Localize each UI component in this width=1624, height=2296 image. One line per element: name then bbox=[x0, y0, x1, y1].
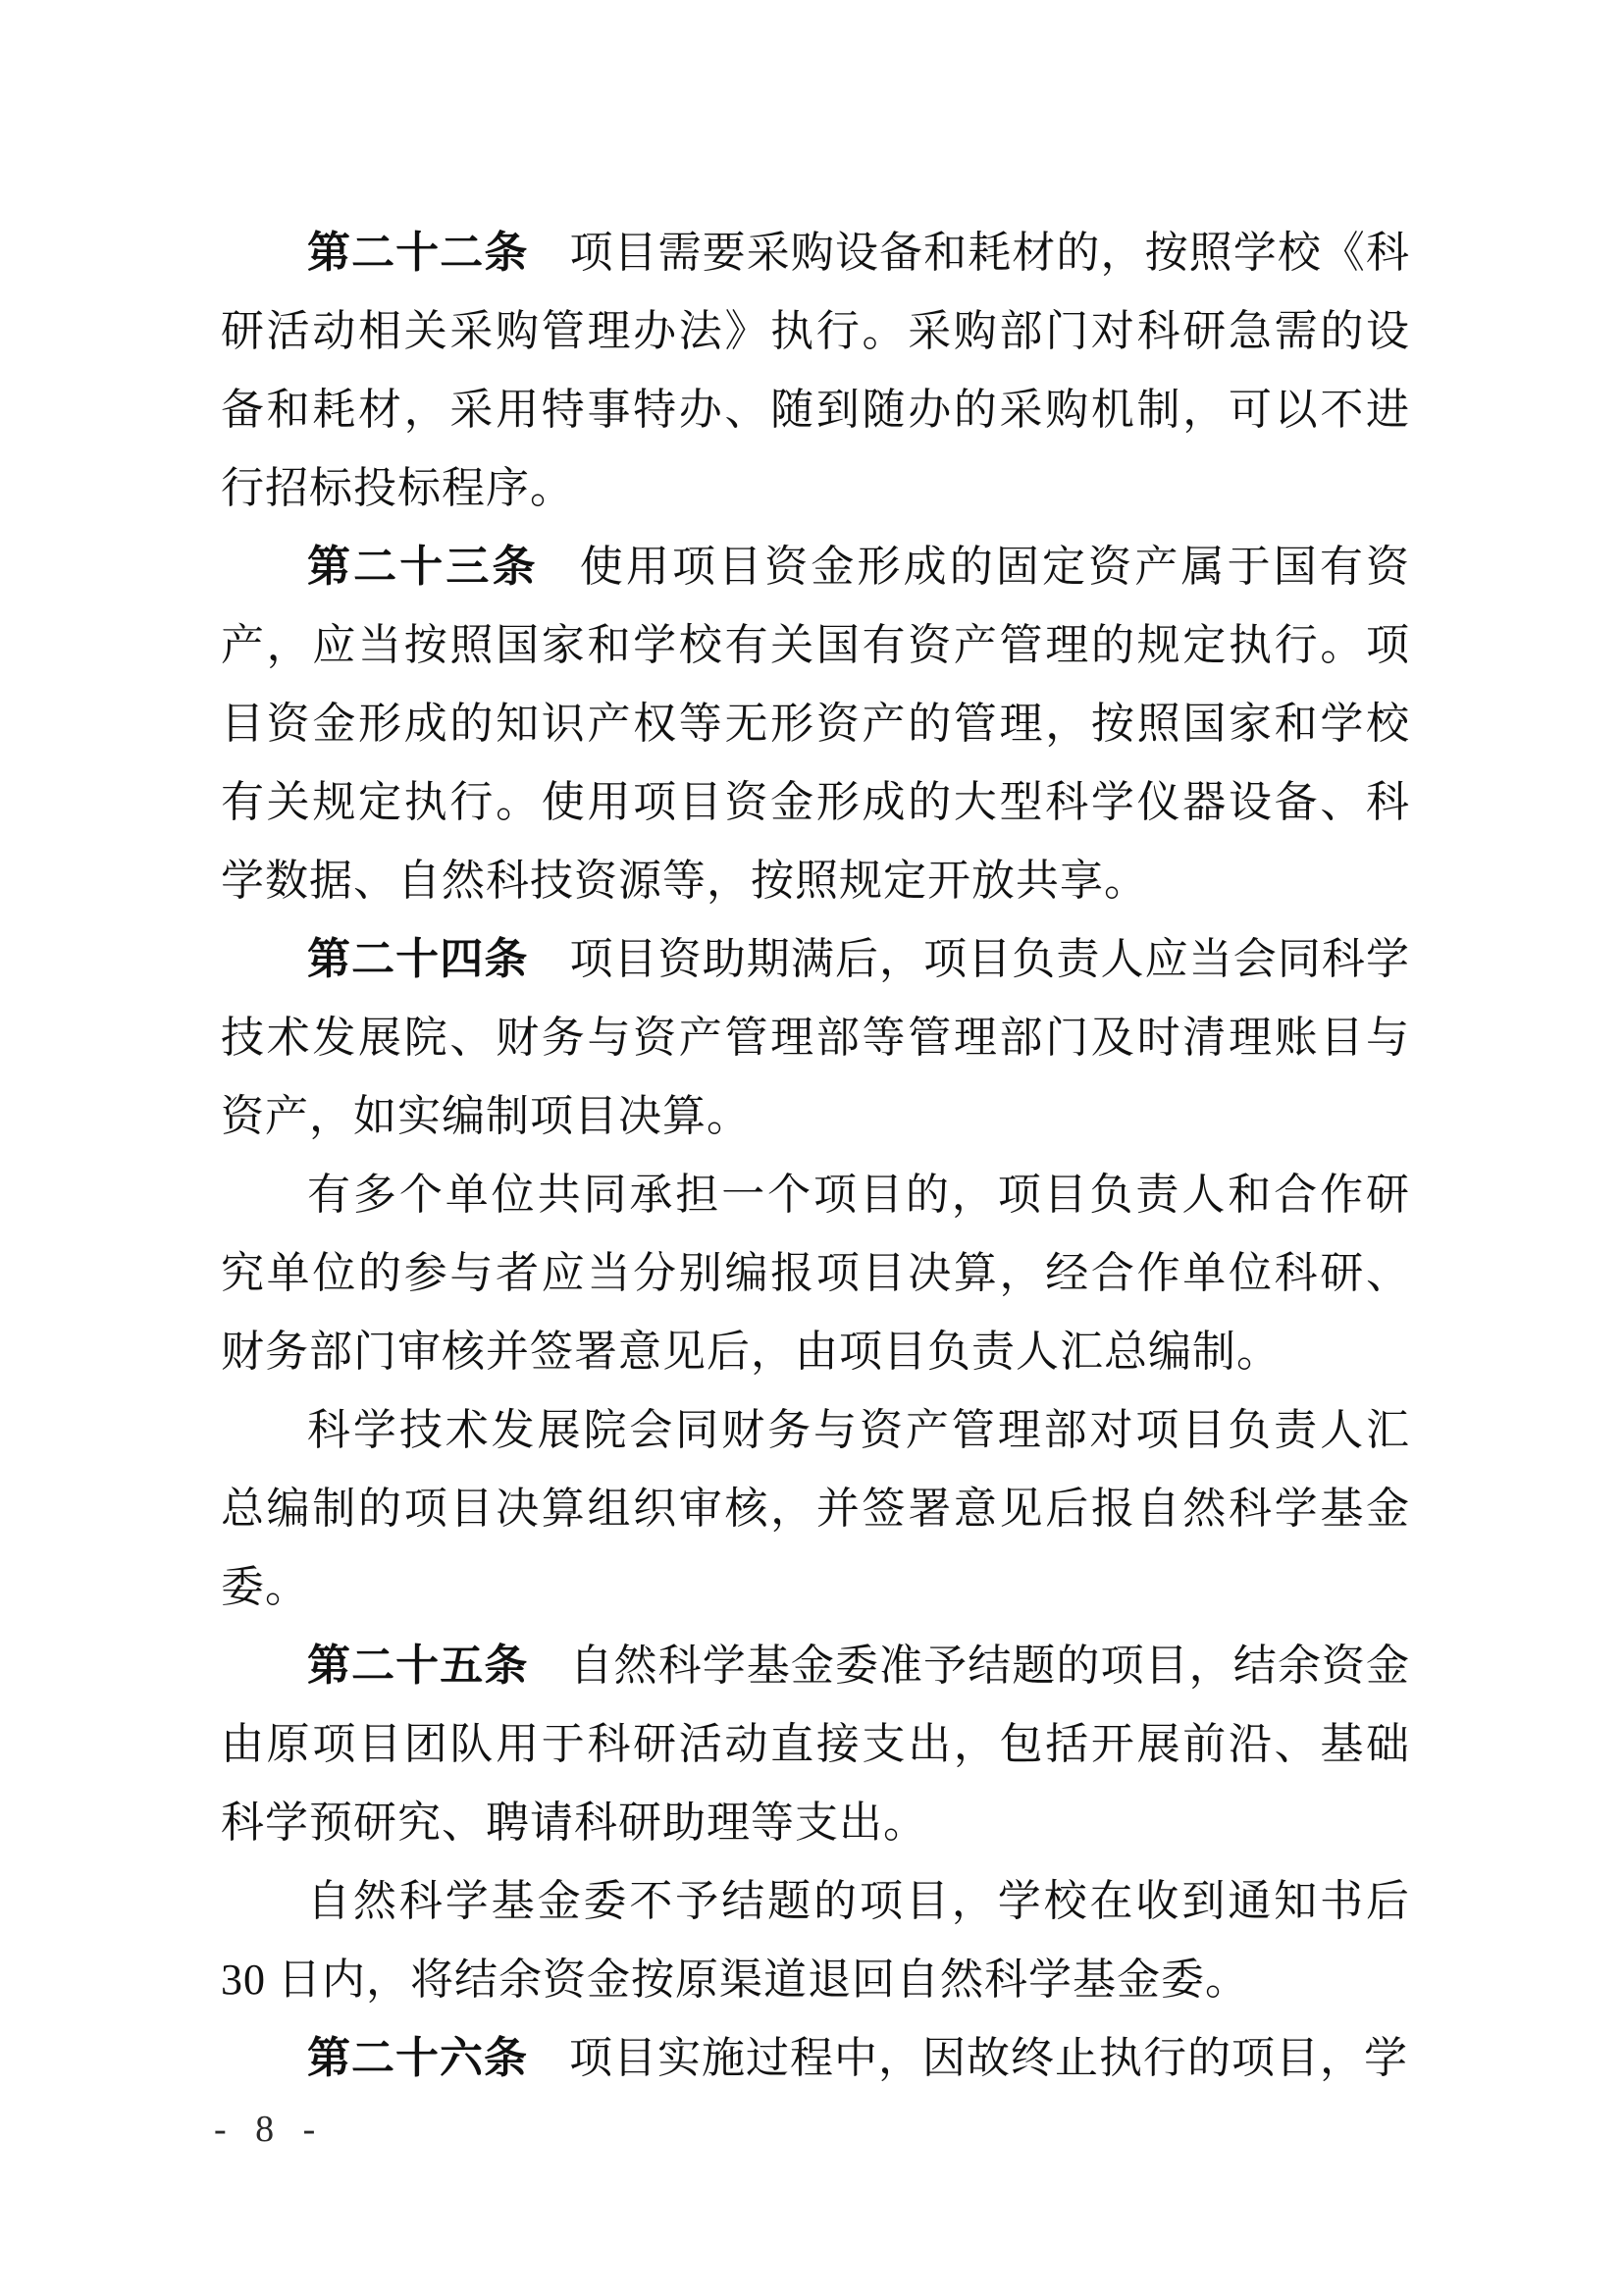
page-number: - 8 - bbox=[214, 2109, 326, 2150]
article-25-text: 自然科学基金委准予结题的项目，结余资金由原项目团队用于科研活动直接支出，包括开展前沿、基础科学预研究、聘请科研助理等支出。 bbox=[221, 1642, 1411, 1847]
document-body bbox=[221, 214, 1410, 2098]
article-26-number: 第二十六条 bbox=[307, 2034, 528, 2082]
article-22-text: 项目需要采购设备和耗材的，按照学校《科研活动相关采购管理办法》执行。采购部门对科研急需的设备和耗材，采用特事特办、随到随办的采购机制，可以不进行招标投标程序。 bbox=[221, 229, 1411, 512]
article-24-sub1-text: 有多个单位共同承担一个项目的，项目负责人和合作研究单位的参与者应当分别编报项目决算，经合作单位科研、财务部门审核并签署意见后，由项目负责人汇总编制。 bbox=[221, 1171, 1410, 1376]
article-23-number: 第二十三条 bbox=[307, 543, 539, 591]
article-26-paragraph bbox=[221, 2019, 1410, 2098]
article-24-subparagraph-1 bbox=[221, 1156, 1410, 1391]
article-26-text: 项目实施过程中，因故终止执行的项目，学 bbox=[569, 2034, 1408, 2082]
article-23-paragraph bbox=[221, 528, 1410, 920]
article-24-text: 项目资助期满后，项目负责人应当会同科学技术发展院、财务与资产管理部等管理部门及时清理账目与资产，如实编制项目决算。 bbox=[221, 935, 1411, 1140]
article-24-subparagraph-2 bbox=[221, 1391, 1410, 1627]
article-25-paragraph bbox=[221, 1627, 1410, 1862]
article-22-paragraph bbox=[221, 214, 1410, 528]
article-25-subparagraph-1 bbox=[221, 1862, 1410, 2019]
article-24-sub2-text: 科学技术发展院会同财务与资产管理部对项目负责人汇总编制的项目决算组织审核，并签署意见后报自然科学基金委。 bbox=[221, 1406, 1410, 1611]
article-25-number: 第二十五条 bbox=[307, 1642, 529, 1690]
article-24-number: 第二十四条 bbox=[307, 935, 529, 983]
article-25-sub1-text: 自然科学基金委不予结题的项目，学校在收到通知书后 30 日内，将结余资金按原渠道退回自然科学基金委。 bbox=[221, 1877, 1410, 2004]
article-22-number: 第二十二条 bbox=[307, 229, 529, 277]
article-24-paragraph bbox=[221, 920, 1410, 1156]
article-23-text: 使用项目资金形成的固定资产属于国有资产，应当按照国家和学校有关国有资产管理的规定执行。项目资金形成的知识产权等无形资产的管理，按照国家和学校有关规定执行。使用项目资金形成的大型科学仪器设备、科学数据、自然科技资源等，按照规定开放共享。 bbox=[221, 543, 1411, 905]
